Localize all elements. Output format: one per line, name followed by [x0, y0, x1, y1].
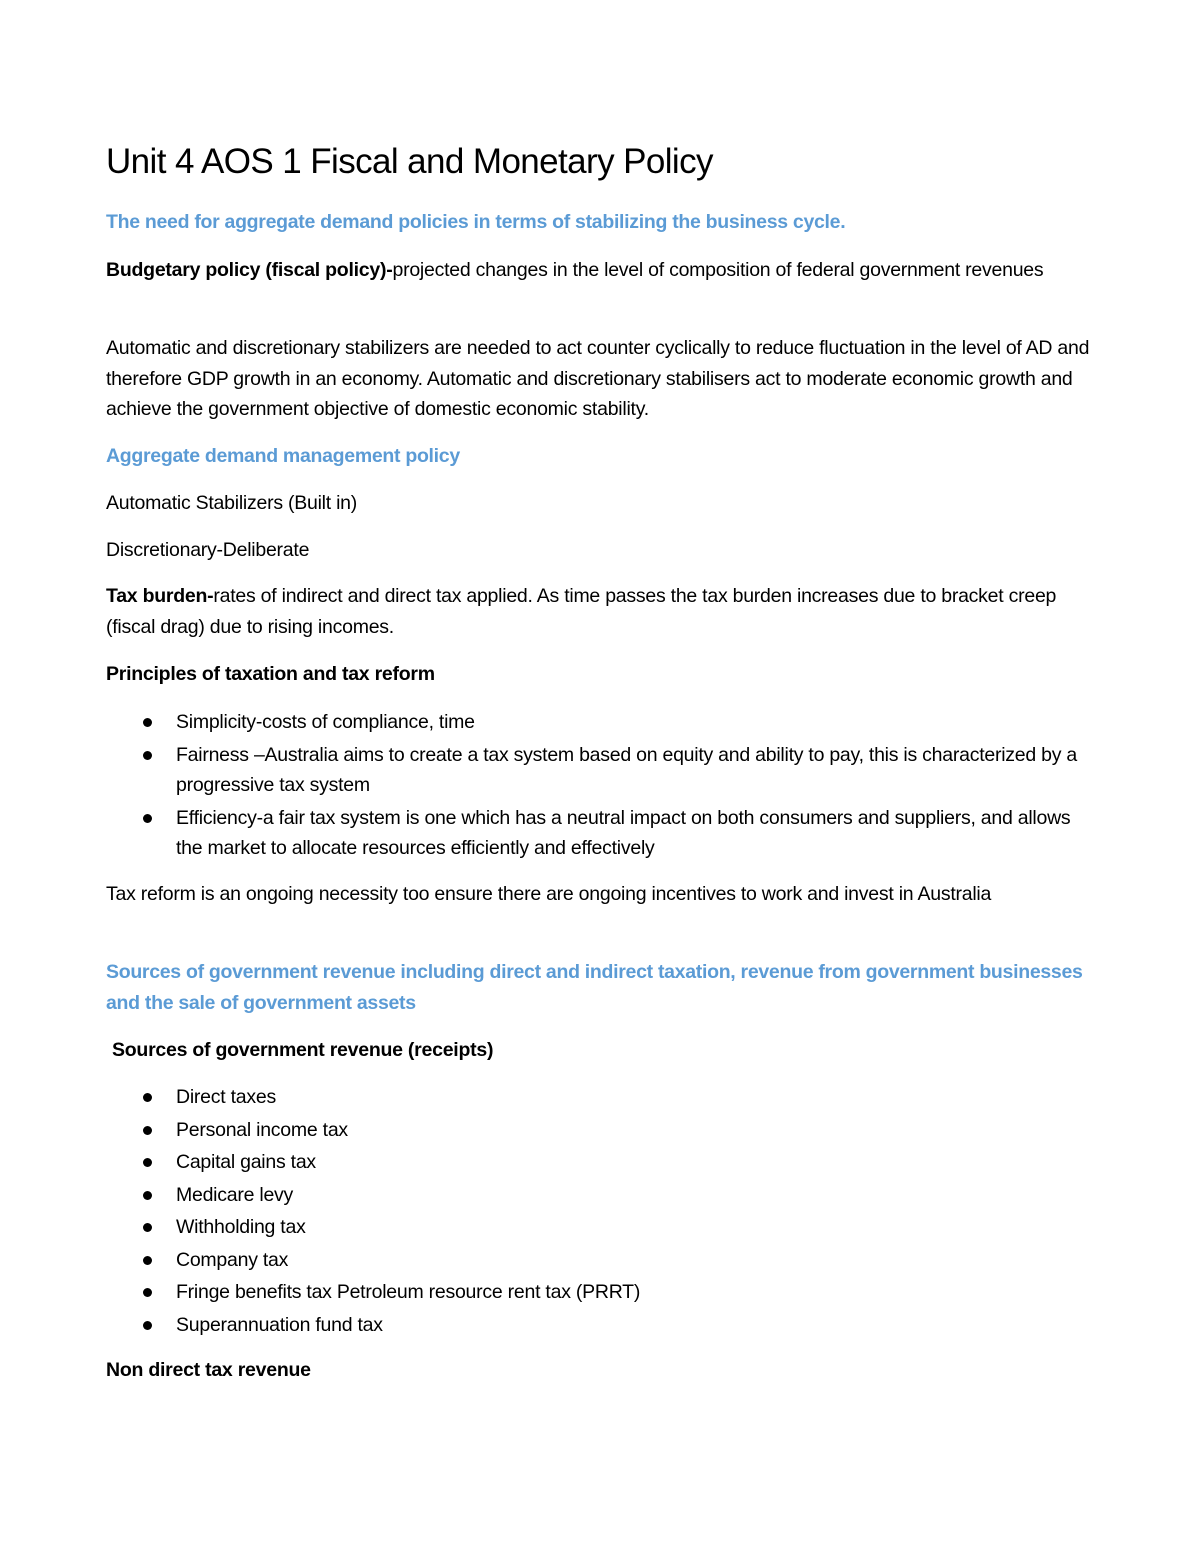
- discretionary-line: Discretionary-Deliberate: [106, 539, 310, 561]
- bullet-icon: [143, 1191, 152, 1200]
- tax-burden-definition: rates of indirect and direct tax applied. As time passes the tax burden increases due to bracket creep (fiscal drag) due to rising incomes.: [106, 585, 1057, 638]
- list-item: Fairness –Australia aims to create a tax system based on equity and ability to pay, this is characterized by a progressive tax system: [106, 740, 1096, 801]
- list-item: Efficiency-a fair tax system is one which has a neutral impact on both consumers and suppliers, and allows the market to allocate resources efficiently and effectively: [106, 803, 1096, 864]
- list-item: Personal income tax: [106, 1115, 1096, 1146]
- page-title: Unit 4 AOS 1 Fiscal and Monetary Policy: [106, 142, 713, 181]
- bullet-icon: [143, 718, 152, 727]
- tax-burden-term: Tax burden-: [106, 585, 214, 607]
- list-item: Fringe benefits tax Petroleum resource rent tax (PRRT): [106, 1277, 1096, 1308]
- bullet-icon: [143, 1223, 152, 1232]
- section-heading-ad-management: Aggregate demand management policy: [106, 445, 460, 467]
- budgetary-policy-term: Budgetary policy (fiscal policy)-: [106, 259, 393, 281]
- bullet-icon: [143, 1093, 152, 1102]
- section-heading-aggregate-demand-policies: The need for aggregate demand policies in terms of stabilizing the business cycle.: [106, 211, 846, 233]
- section-heading-revenue-sources: Sources of government revenue including direct and indirect taxation, revenue from government businesses and the sale of government assets: [106, 961, 1083, 1014]
- list-item: Direct taxes: [106, 1082, 1096, 1113]
- bullet-icon: [143, 1288, 152, 1297]
- list-item: Capital gains tax: [106, 1147, 1096, 1178]
- bullet-icon: [143, 1158, 152, 1167]
- list-item: Simplicity-costs of compliance, time: [106, 707, 1096, 738]
- non-direct-tax-heading: Non direct tax revenue: [106, 1359, 311, 1381]
- list-item: Withholding tax: [106, 1212, 1096, 1243]
- bullet-icon: [143, 1321, 152, 1330]
- tax-reform-paragraph: Tax reform is an ongoing necessity too ensure there are ongoing incentives to work and invest in Australia: [106, 883, 992, 905]
- budgetary-policy-definition: projected changes in the level of composition of federal government revenues: [392, 259, 1044, 281]
- list-item: Company tax: [106, 1245, 1096, 1276]
- principles-list: [106, 707, 1096, 866]
- bullet-icon: [143, 1256, 152, 1265]
- bullet-icon: [143, 814, 152, 823]
- bullet-icon: [143, 1126, 152, 1135]
- list-item: Superannuation fund tax: [106, 1310, 1096, 1341]
- principles-heading: Principles of taxation and tax reform: [106, 663, 435, 685]
- stabilizers-paragraph: Automatic and discretionary stabilizers are needed to act counter cyclically to reduce fluctuation in the level of AD and therefore GDP growth in an economy. Automatic and discretionary stabilisers act to moderate economic growth and achieve the government objective of domestic economic stability.: [106, 337, 1090, 420]
- sources-list: [106, 1082, 1096, 1342]
- tax-burden-paragraph: [106, 581, 1096, 642]
- automatic-stabilizers-line: Automatic Stabilizers (Built in): [106, 492, 358, 514]
- budgetary-policy-paragraph: [106, 255, 1096, 286]
- bullet-icon: [143, 751, 152, 760]
- list-item: Medicare levy: [106, 1180, 1096, 1211]
- sources-heading: Sources of government revenue (receipts): [112, 1039, 494, 1061]
